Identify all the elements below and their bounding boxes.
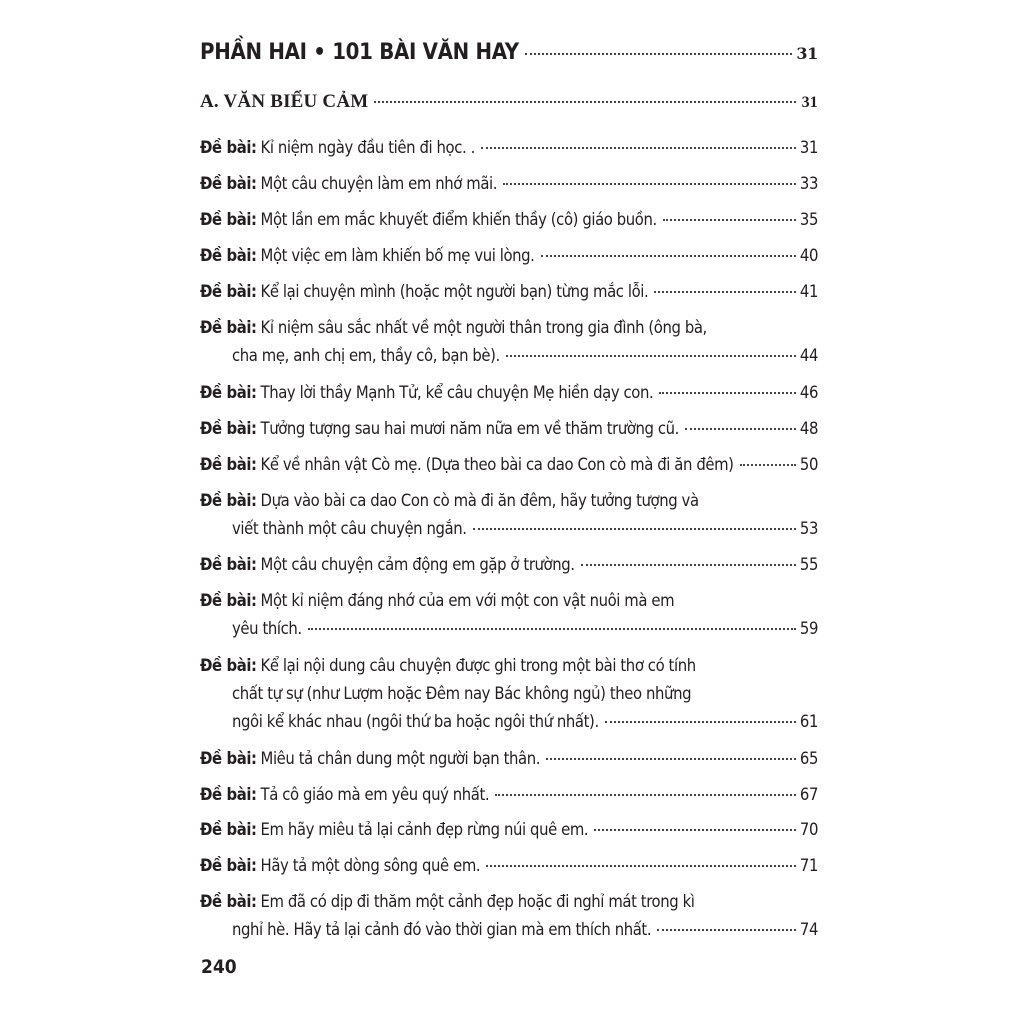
toc-entry bbox=[200, 318, 818, 374]
toc-line bbox=[200, 820, 818, 848]
entry-label: Đề bài: bbox=[200, 383, 257, 402]
toc-line bbox=[200, 619, 818, 647]
dot-leader bbox=[473, 528, 796, 530]
page-number: 31 bbox=[801, 94, 818, 111]
toc-line bbox=[200, 174, 818, 202]
entry-text: Thay lời thầy Mạnh Tử, kể câu chuyện Mẹ hiền dạy con. bbox=[260, 383, 654, 402]
entry-text: nghỉ hè. Hãy tả lại cảnh đó vào thời gian mà em thích nhất. bbox=[232, 920, 652, 939]
page-number: 55 bbox=[799, 555, 818, 574]
page-number: 74 bbox=[799, 920, 818, 939]
toc-line bbox=[200, 712, 818, 740]
entry-label: Đề bài: bbox=[200, 138, 257, 157]
entry-text: Em đã có dịp đi thăm một cảnh đẹp hoặc đi nghỉ mát trong kì bbox=[260, 892, 695, 911]
toc-line bbox=[200, 318, 818, 346]
entry-text: chất tự sự (như Lượm hoặc Đêm nay Bác không ngủ) theo những bbox=[232, 684, 692, 703]
entry-label: Đề bài: bbox=[200, 856, 257, 875]
entry-label: Đề bài: bbox=[200, 892, 257, 911]
entry-text: Kỉ niệm ngày đầu tiên đi học. . bbox=[260, 138, 475, 157]
entry-label: Đề bài: bbox=[200, 246, 257, 265]
dot-leader bbox=[657, 929, 796, 931]
dot-leader bbox=[525, 53, 793, 55]
entry-text: Miêu tả chân dung một người bạn thân. bbox=[260, 749, 541, 768]
toc-line bbox=[200, 138, 818, 166]
entry-text: Kể lại nội dung câu chuyện được ghi trong một bài thơ có tính bbox=[260, 656, 696, 675]
entry-text: cha mẹ, anh chị em, thầy cô, bạn bè). bbox=[232, 346, 500, 365]
dot-leader bbox=[581, 564, 796, 566]
toc-entry bbox=[200, 820, 818, 848]
toc-line bbox=[200, 383, 818, 411]
toc-entry bbox=[200, 174, 818, 202]
dot-leader bbox=[546, 758, 796, 760]
entry-text: Hãy tả một dòng sông quê em. bbox=[260, 856, 481, 875]
toc-line bbox=[200, 246, 818, 274]
page-number: 53 bbox=[799, 519, 818, 538]
page-number: 48 bbox=[799, 419, 818, 438]
entry-label: Đề bài: bbox=[200, 282, 257, 301]
toc-entry bbox=[200, 246, 818, 274]
entry-text: Một việc em làm khiến bố mẹ vui lòng. bbox=[260, 246, 535, 265]
entry-text: Một kỉ niệm đáng nhớ của em với một con vật nuôi mà em bbox=[260, 591, 675, 610]
page-number: 44 bbox=[799, 346, 818, 365]
entry-label: Đề bài: bbox=[200, 174, 257, 193]
toc-entry bbox=[200, 892, 818, 948]
toc-entry bbox=[200, 282, 818, 310]
entry-text: Em hãy miêu tả lại cảnh đẹp rừng núi quê em. bbox=[260, 820, 589, 839]
dot-leader bbox=[594, 829, 796, 831]
toc-line bbox=[200, 920, 818, 948]
toc-entry bbox=[200, 210, 818, 238]
toc-line bbox=[200, 419, 818, 447]
toc-line bbox=[200, 40, 818, 74]
toc-line bbox=[200, 656, 818, 684]
toc-entry bbox=[200, 491, 818, 547]
page-number: 61 bbox=[799, 712, 818, 731]
entry-label: Đề bài: bbox=[200, 555, 257, 574]
toc-line bbox=[200, 785, 818, 813]
dot-leader bbox=[486, 865, 796, 867]
section-title: A. VĂN BIỂU CẢM bbox=[200, 91, 369, 112]
entry-text: Một câu chuyện cảm động em gặp ở trường. bbox=[260, 555, 575, 574]
entry-label: Đề bài: bbox=[200, 749, 257, 768]
toc-line bbox=[200, 91, 818, 119]
part-heading bbox=[200, 40, 818, 74]
page-number: 35 bbox=[799, 210, 818, 229]
toc-entry bbox=[200, 656, 818, 740]
toc-line bbox=[200, 282, 818, 310]
page-number: 59 bbox=[799, 619, 818, 638]
page-number: 31 bbox=[799, 138, 818, 157]
entry-label: Đề bài: bbox=[200, 785, 257, 804]
dot-leader bbox=[605, 721, 796, 723]
toc-entry bbox=[200, 591, 818, 647]
page-folio: 240 bbox=[201, 956, 237, 978]
entry-text: Kể lại chuyện mình (hoặc một người bạn) từng mắc lỗi. bbox=[260, 282, 649, 301]
page-number: 50 bbox=[799, 455, 818, 474]
page-number: 46 bbox=[799, 383, 818, 402]
toc-line bbox=[200, 684, 818, 712]
toc-line bbox=[200, 491, 818, 519]
entry-text: Dựa vào bài ca dao Con cò mà đi ăn đêm, hãy tưởng tượng và bbox=[260, 491, 699, 510]
page-number: 40 bbox=[799, 246, 818, 265]
toc-line bbox=[200, 892, 818, 920]
toc-line bbox=[200, 210, 818, 238]
entry-text: Tả cô giáo mà em yêu quý nhất. bbox=[260, 785, 490, 804]
dot-leader bbox=[685, 428, 796, 430]
dot-leader bbox=[503, 183, 796, 185]
page-number: 70 bbox=[799, 820, 818, 839]
page-number: 33 bbox=[799, 174, 818, 193]
dot-leader bbox=[541, 255, 796, 257]
entry-text: yêu thích. bbox=[232, 619, 302, 638]
dot-leader bbox=[308, 628, 796, 630]
entry-text: Một lần em mắc khuyết điểm khiến thầy (cô) giáo buồn. bbox=[260, 210, 657, 229]
entry-text: ngôi kể khác nhau (ngôi thứ ba hoặc ngôi thứ nhất). bbox=[232, 712, 599, 731]
page-number: 41 bbox=[799, 282, 818, 301]
entry-text: Kể về nhân vật Cò mẹ. (Dựa theo bài ca dao Con cò mà đi ăn đêm) bbox=[260, 455, 734, 474]
toc-entry bbox=[200, 856, 818, 884]
page-number: 31 bbox=[796, 44, 818, 63]
entry-text: viết thành một câu chuyện ngắn. bbox=[232, 519, 467, 538]
toc-entry bbox=[200, 785, 818, 813]
dot-leader bbox=[654, 291, 796, 293]
entry-text: Kỉ niệm sâu sắc nhất về một người thân trong gia đình (ông bà, bbox=[260, 318, 707, 337]
toc-line bbox=[200, 346, 818, 374]
toc-entry bbox=[200, 138, 818, 166]
entry-text: Tưởng tượng sau hai mươi năm nữa em về thăm trường cũ. bbox=[260, 419, 679, 438]
page-number: 71 bbox=[799, 856, 818, 875]
toc-line bbox=[200, 591, 818, 619]
page-number: 65 bbox=[799, 749, 818, 768]
toc-line bbox=[200, 455, 818, 483]
toc-entry bbox=[200, 455, 818, 483]
section-heading bbox=[200, 91, 818, 119]
dot-leader bbox=[374, 101, 796, 103]
entry-label: Đề bài: bbox=[200, 210, 257, 229]
entry-label: Đề bài: bbox=[200, 455, 257, 474]
entry-label: Đề bài: bbox=[200, 318, 257, 337]
dot-leader bbox=[481, 147, 796, 149]
entry-label: Đề bài: bbox=[200, 491, 257, 510]
toc-entry bbox=[200, 419, 818, 447]
entry-text: Một câu chuyện làm em nhớ mãi. bbox=[260, 174, 498, 193]
entry-label: Đề bài: bbox=[200, 591, 257, 610]
dot-leader bbox=[506, 355, 796, 357]
entry-label: Đề bài: bbox=[200, 656, 257, 675]
entry-label: Đề bài: bbox=[200, 419, 257, 438]
toc-entry bbox=[200, 383, 818, 411]
dot-leader bbox=[495, 794, 796, 796]
part-title: PHẦN HAI • 101 BÀI VĂN HAY bbox=[200, 40, 519, 65]
dot-leader bbox=[663, 219, 796, 221]
dot-leader bbox=[740, 464, 796, 466]
dot-leader bbox=[659, 392, 796, 394]
toc-entry bbox=[200, 555, 818, 583]
toc-line bbox=[200, 519, 818, 547]
entry-label: Đề bài: bbox=[200, 820, 257, 839]
toc-line bbox=[200, 856, 818, 884]
page-number: 67 bbox=[799, 785, 818, 804]
toc-line bbox=[200, 555, 818, 583]
toc-entry bbox=[200, 749, 818, 777]
toc-line bbox=[200, 749, 818, 777]
